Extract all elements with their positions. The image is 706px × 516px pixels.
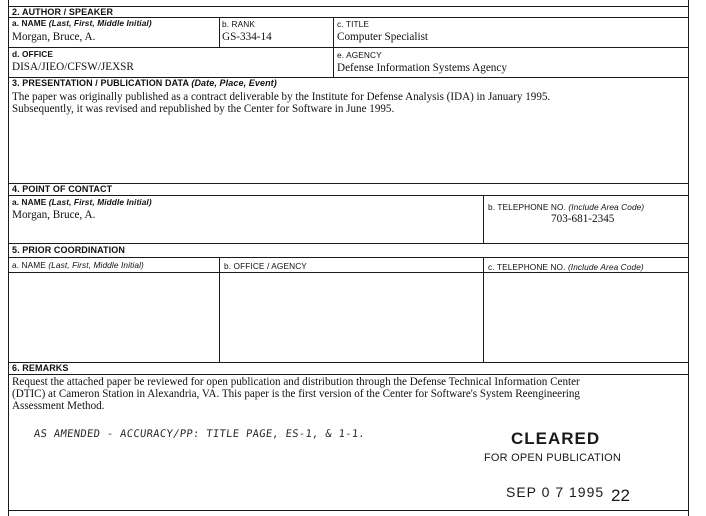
rule-sec4-bottom (8, 243, 688, 244)
contact-phone-label (488, 202, 644, 212)
rule-sec5-bottom (8, 362, 688, 363)
coordination-phone-label-text: c. TELEPHONE NO. (488, 262, 566, 272)
presentation-line-2: Subsequently, it was revised and republished by the Center for Software in June 1995. (12, 103, 395, 115)
clearance-date-stamp: SEP 0 7 1995 (506, 484, 605, 500)
coordination-phone-label (488, 262, 644, 272)
rule-sec5-labels (8, 272, 688, 273)
section4-header: 4. POINT OF CONTACT (12, 184, 113, 194)
contact-name-label (12, 197, 152, 207)
cleared-stamp: CLEARED (511, 429, 601, 448)
author-title-label: c. TITLE (337, 19, 369, 29)
rule-sec5-col1 (219, 257, 220, 362)
rule-sec2-row1 (8, 47, 688, 48)
remarks-line-2: (DTIC) at Cameron Station in Alexandria, VA. This paper is the first version of the Center for Software's System Reengineering (12, 388, 580, 400)
coordination-name-hint: (Last, First, Middle Initial) (48, 260, 144, 270)
rule-sec4-header (8, 195, 688, 196)
author-rank-label: b. RANK (222, 19, 255, 29)
author-agency-value: Defense Information Systems Agency (337, 62, 507, 74)
author-name-label (12, 18, 152, 28)
rule-sec2-col2 (333, 17, 334, 77)
rule-sec5-col2 (483, 257, 484, 362)
coordination-name-label-text: a. NAME (12, 260, 46, 270)
contact-name-hint: (Last, First, Middle Initial) (48, 197, 152, 207)
author-name-label-text: a. NAME (12, 18, 47, 28)
contact-phone-hint: (Include Area Code) (568, 202, 645, 212)
open-publication-stamp: FOR OPEN PUBLICATION (484, 452, 622, 464)
author-name-hint: (Last, First, Middle Initial) (48, 18, 152, 28)
page-number: 22 (611, 486, 630, 505)
contact-phone-value: 703-681-2345 (551, 213, 615, 225)
section2-header: 2. AUTHOR / SPEAKER (12, 7, 114, 17)
rule-sec6-header (8, 374, 688, 375)
rule-sec2-col1 (219, 17, 220, 47)
author-rank-value: GS-334-14 (222, 31, 272, 43)
author-office-label: d. OFFICE (12, 49, 53, 59)
contact-name-label-text: a. NAME (12, 197, 47, 207)
author-title-value: Computer Specialist (337, 31, 429, 43)
coordination-office-label: b. OFFICE / AGENCY (224, 261, 307, 271)
section3-header-text: 3. PRESENTATION / PUBLICATION DATA (12, 78, 189, 88)
handwritten-amendment: AS AMENDED - ACCURACY/PP: TITLE PAGE, ES-1, & 1-1. (33, 428, 366, 440)
contact-name-value: Morgan, Bruce, A. (12, 209, 96, 221)
rule-bottom (8, 510, 688, 511)
coordination-name-label (12, 260, 144, 270)
contact-phone-label-text: b. TELEPHONE NO. (488, 202, 566, 212)
author-name-value: Morgan, Bruce, A. (12, 31, 96, 43)
coordination-phone-hint: (Include Area Code) (567, 262, 644, 272)
rule-left (8, 0, 9, 516)
section6-header: 6. REMARKS (12, 363, 69, 373)
rule-right (688, 0, 689, 516)
author-office-value: DISA/JIEO/CFSW/JEXSR (12, 61, 134, 73)
remarks-line-3: Assessment Method. (12, 400, 105, 412)
section3-header (12, 78, 277, 88)
rule-sec5-header (8, 257, 688, 258)
rule-sec4-col (483, 195, 484, 243)
presentation-line-1: The paper was originally published as a contract deliverable by the Institute for Defense Analysis (IDA) in January 1995. (12, 91, 551, 103)
remarks-line-1: Request the attached paper be reviewed for open publication and distribution through the Defense Technical Information Center (12, 376, 580, 388)
author-agency-label: e. AGENCY (337, 50, 382, 60)
section5-header: 5. PRIOR COORDINATION (12, 245, 125, 255)
section3-hint: (Date, Place, Event) (191, 78, 277, 88)
